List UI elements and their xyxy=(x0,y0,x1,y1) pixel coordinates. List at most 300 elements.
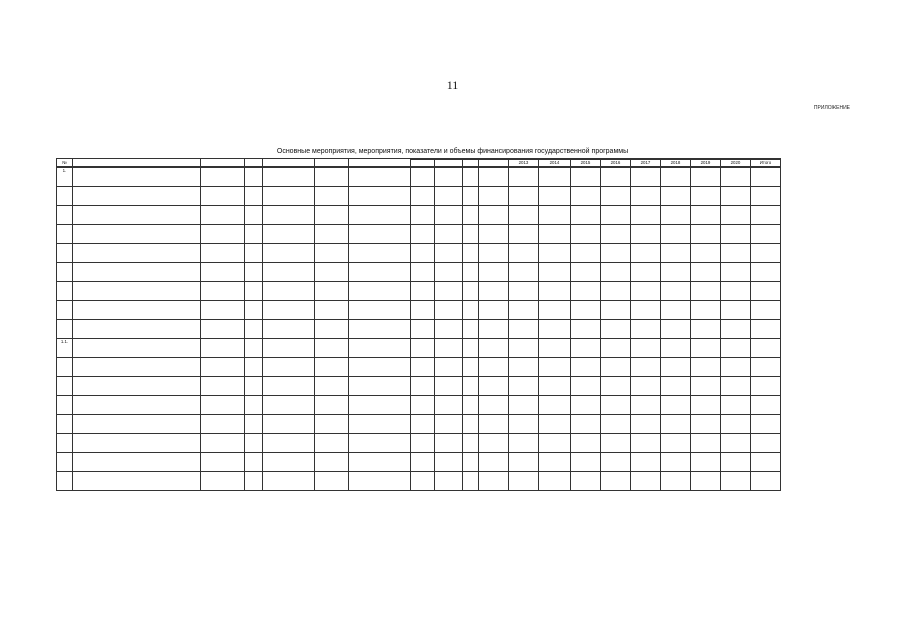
table-row xyxy=(57,339,781,358)
cell-value xyxy=(539,282,571,301)
cell-value xyxy=(751,415,781,434)
cell-value xyxy=(601,282,631,301)
cell-value xyxy=(509,301,539,320)
cell-method xyxy=(263,415,315,434)
cell-value xyxy=(571,396,601,415)
cell-unit xyxy=(201,244,245,263)
cell-name xyxy=(73,168,201,187)
header-coef xyxy=(245,159,263,167)
cell-value xyxy=(539,206,571,225)
cell-value xyxy=(631,339,661,358)
cell-value xyxy=(539,415,571,434)
cell-value xyxy=(721,434,751,453)
cell-value xyxy=(539,358,571,377)
cell-value xyxy=(691,434,721,453)
table-row xyxy=(57,453,781,472)
cell-coef xyxy=(245,472,263,491)
cell-executor xyxy=(349,187,411,206)
cell-value xyxy=(509,225,539,244)
cell-name xyxy=(73,377,201,396)
cell-value-spacer xyxy=(479,320,509,339)
cell-value xyxy=(539,377,571,396)
cell-k1 xyxy=(411,320,435,339)
cell-no xyxy=(57,434,73,453)
cell-executor xyxy=(349,396,411,415)
cell-coef xyxy=(245,453,263,472)
cell-value-spacer xyxy=(479,206,509,225)
cell-value xyxy=(571,434,601,453)
cell-k2 xyxy=(435,206,463,225)
cell-unit xyxy=(201,282,245,301)
cell-unit xyxy=(201,453,245,472)
cell-value-spacer xyxy=(479,282,509,301)
cell-value xyxy=(509,244,539,263)
cell-value xyxy=(631,396,661,415)
cell-value xyxy=(661,339,691,358)
cell-value xyxy=(539,301,571,320)
cell-executor xyxy=(349,168,411,187)
cell-value xyxy=(751,396,781,415)
cell-value-spacer xyxy=(479,168,509,187)
cell-no xyxy=(57,358,73,377)
cell-no xyxy=(57,472,73,491)
cell-term xyxy=(315,396,349,415)
cell-name xyxy=(73,263,201,282)
cell-value xyxy=(539,396,571,415)
header-year: 2020 xyxy=(721,160,751,167)
cell-value xyxy=(571,415,601,434)
cell-term xyxy=(315,339,349,358)
cell-k2 xyxy=(435,263,463,282)
cell-value-spacer xyxy=(479,377,509,396)
cell-value xyxy=(721,358,751,377)
cell-value xyxy=(631,225,661,244)
cell-value xyxy=(721,206,751,225)
cell-value xyxy=(751,168,781,187)
cell-value xyxy=(691,472,721,491)
cell-no xyxy=(57,301,73,320)
cell-unit xyxy=(201,339,245,358)
cell-k2 xyxy=(435,453,463,472)
cell-value xyxy=(691,206,721,225)
cell-value xyxy=(539,339,571,358)
table-row xyxy=(57,377,781,396)
cell-k3 xyxy=(463,434,479,453)
cell-value xyxy=(691,301,721,320)
cell-value xyxy=(751,301,781,320)
table-row xyxy=(57,168,781,187)
cell-coef xyxy=(245,263,263,282)
cell-term xyxy=(315,358,349,377)
cell-unit xyxy=(201,168,245,187)
cell-name xyxy=(73,206,201,225)
cell-value xyxy=(721,377,751,396)
cell-value xyxy=(721,244,751,263)
header-method xyxy=(263,159,315,167)
table-row xyxy=(57,301,781,320)
cell-term xyxy=(315,282,349,301)
cell-value xyxy=(751,244,781,263)
cell-coef xyxy=(245,358,263,377)
cell-k2 xyxy=(435,282,463,301)
cell-k1 xyxy=(411,225,435,244)
cell-k1 xyxy=(411,415,435,434)
cell-coef xyxy=(245,168,263,187)
cell-executor xyxy=(349,320,411,339)
cell-method xyxy=(263,472,315,491)
header-code xyxy=(435,160,463,167)
cell-value xyxy=(721,225,751,244)
cell-executor xyxy=(349,377,411,396)
cell-name xyxy=(73,415,201,434)
cell-method xyxy=(263,377,315,396)
cell-term xyxy=(315,301,349,320)
cell-term xyxy=(315,225,349,244)
cell-value xyxy=(571,187,601,206)
cell-method xyxy=(263,453,315,472)
cell-value xyxy=(751,187,781,206)
cell-value xyxy=(509,282,539,301)
cell-executor xyxy=(349,453,411,472)
cell-value xyxy=(601,168,631,187)
cell-value xyxy=(721,415,751,434)
cell-value xyxy=(601,206,631,225)
cell-value xyxy=(751,282,781,301)
cell-value xyxy=(601,225,631,244)
cell-k3 xyxy=(463,225,479,244)
cell-value xyxy=(571,282,601,301)
cell-value-spacer xyxy=(479,396,509,415)
cell-k3 xyxy=(463,168,479,187)
cell-k1 xyxy=(411,396,435,415)
table-title: Основные мероприятия, мероприятия, показатели и объемы финансирования государственной программы xyxy=(276,148,629,155)
cell-value-spacer xyxy=(479,472,509,491)
table-row xyxy=(57,434,781,453)
cell-value xyxy=(661,434,691,453)
cell-k1 xyxy=(411,377,435,396)
cell-method xyxy=(263,301,315,320)
cell-method xyxy=(263,187,315,206)
cell-k3 xyxy=(463,187,479,206)
table-row xyxy=(57,206,781,225)
header-year: 2013 xyxy=(509,160,539,167)
cell-no: 1. xyxy=(57,168,73,187)
cell-value xyxy=(691,358,721,377)
cell-value xyxy=(601,320,631,339)
cell-value xyxy=(751,434,781,453)
cell-method xyxy=(263,244,315,263)
cell-value xyxy=(631,320,661,339)
cell-value xyxy=(539,434,571,453)
cell-value xyxy=(601,434,631,453)
cell-value xyxy=(601,415,631,434)
cell-value xyxy=(721,168,751,187)
cell-k3 xyxy=(463,377,479,396)
cell-unit xyxy=(201,377,245,396)
cell-value xyxy=(631,415,661,434)
cell-value xyxy=(661,453,691,472)
cell-value xyxy=(661,206,691,225)
cell-value xyxy=(751,453,781,472)
cell-executor xyxy=(349,434,411,453)
cell-k3 xyxy=(463,301,479,320)
cell-value xyxy=(661,263,691,282)
cell-value-spacer xyxy=(479,358,509,377)
cell-value xyxy=(721,472,751,491)
cell-value xyxy=(571,244,601,263)
cell-k2 xyxy=(435,301,463,320)
cell-value xyxy=(691,415,721,434)
cell-no xyxy=(57,396,73,415)
cell-value xyxy=(509,415,539,434)
cell-value xyxy=(539,244,571,263)
cell-name xyxy=(73,453,201,472)
cell-value xyxy=(661,187,691,206)
cell-value xyxy=(601,358,631,377)
cell-value-spacer xyxy=(479,301,509,320)
cell-no xyxy=(57,263,73,282)
header-year: 2015 xyxy=(571,160,601,167)
cell-k3 xyxy=(463,396,479,415)
cell-value xyxy=(691,244,721,263)
cell-k2 xyxy=(435,434,463,453)
cell-coef xyxy=(245,377,263,396)
cell-no xyxy=(57,377,73,396)
cell-value xyxy=(661,225,691,244)
cell-value xyxy=(571,472,601,491)
cell-k2 xyxy=(435,358,463,377)
cell-value xyxy=(631,168,661,187)
cell-coef xyxy=(245,339,263,358)
cell-value xyxy=(539,320,571,339)
cell-value xyxy=(721,320,751,339)
cell-k3 xyxy=(463,453,479,472)
cell-executor xyxy=(349,301,411,320)
cell-method xyxy=(263,396,315,415)
cell-value xyxy=(509,206,539,225)
cell-value xyxy=(691,320,721,339)
header-name xyxy=(73,159,201,167)
cell-value xyxy=(631,472,661,491)
appendix-heading: ПРИЛОЖЕНИЕ xyxy=(813,105,850,111)
cell-value xyxy=(661,244,691,263)
cell-value xyxy=(539,225,571,244)
cell-value xyxy=(631,244,661,263)
cell-k1 xyxy=(411,358,435,377)
cell-coef xyxy=(245,187,263,206)
cell-value xyxy=(509,320,539,339)
cell-k3 xyxy=(463,320,479,339)
cell-value xyxy=(571,168,601,187)
cell-value xyxy=(509,187,539,206)
table-row xyxy=(57,358,781,377)
cell-name xyxy=(73,187,201,206)
cell-value xyxy=(601,377,631,396)
cell-term xyxy=(315,434,349,453)
cell-value xyxy=(751,358,781,377)
cell-k1 xyxy=(411,472,435,491)
cell-k1 xyxy=(411,187,435,206)
page-number: 11 xyxy=(446,78,459,92)
cell-value-spacer xyxy=(479,415,509,434)
header-executor xyxy=(349,159,411,167)
cell-k1 xyxy=(411,339,435,358)
cell-k1 xyxy=(411,244,435,263)
cell-value xyxy=(631,453,661,472)
cell-k2 xyxy=(435,472,463,491)
cell-value xyxy=(691,377,721,396)
cell-executor xyxy=(349,358,411,377)
cell-value xyxy=(721,339,751,358)
cell-value xyxy=(631,206,661,225)
header-year: 2017 xyxy=(631,160,661,167)
cell-value xyxy=(509,263,539,282)
cell-k1 xyxy=(411,434,435,453)
cell-name xyxy=(73,472,201,491)
cell-value xyxy=(601,301,631,320)
cell-method xyxy=(263,320,315,339)
cell-name xyxy=(73,358,201,377)
cell-executor xyxy=(349,263,411,282)
cell-method xyxy=(263,206,315,225)
cell-value xyxy=(661,415,691,434)
cell-value xyxy=(751,472,781,491)
cell-value xyxy=(751,320,781,339)
cell-unit xyxy=(201,206,245,225)
cell-value xyxy=(661,320,691,339)
header-year: 2019 xyxy=(691,160,721,167)
cell-value xyxy=(721,282,751,301)
table-row xyxy=(57,225,781,244)
cell-value xyxy=(631,282,661,301)
cell-method xyxy=(263,225,315,244)
cell-value xyxy=(509,396,539,415)
cell-value xyxy=(539,263,571,282)
cell-value xyxy=(631,358,661,377)
table-row xyxy=(57,320,781,339)
cell-name xyxy=(73,244,201,263)
cell-value xyxy=(571,377,601,396)
cell-value-spacer xyxy=(479,225,509,244)
header-no: № xyxy=(57,159,73,167)
cell-value-spacer xyxy=(479,453,509,472)
cell-k3 xyxy=(463,244,479,263)
cell-k1 xyxy=(411,168,435,187)
cell-value xyxy=(691,282,721,301)
cell-value-spacer xyxy=(479,263,509,282)
cell-value xyxy=(661,396,691,415)
cell-no xyxy=(57,453,73,472)
cell-name xyxy=(73,339,201,358)
cell-value xyxy=(631,187,661,206)
cell-value xyxy=(571,206,601,225)
cell-value xyxy=(661,282,691,301)
cell-unit xyxy=(201,472,245,491)
cell-k3 xyxy=(463,282,479,301)
cell-value xyxy=(571,225,601,244)
cell-value xyxy=(571,301,601,320)
cell-value xyxy=(539,187,571,206)
cell-k3 xyxy=(463,339,479,358)
cell-value xyxy=(661,168,691,187)
cell-value xyxy=(751,206,781,225)
table-row xyxy=(57,282,781,301)
cell-no xyxy=(57,187,73,206)
cell-value xyxy=(509,453,539,472)
cell-term xyxy=(315,377,349,396)
cell-value xyxy=(601,244,631,263)
cell-value xyxy=(721,187,751,206)
cell-k3 xyxy=(463,415,479,434)
cell-value xyxy=(509,358,539,377)
cell-executor xyxy=(349,244,411,263)
cell-term xyxy=(315,168,349,187)
cell-k1 xyxy=(411,453,435,472)
cell-k1 xyxy=(411,301,435,320)
cell-unit xyxy=(201,396,245,415)
cell-name xyxy=(73,282,201,301)
cell-value xyxy=(691,453,721,472)
cell-value xyxy=(571,263,601,282)
cell-unit xyxy=(201,415,245,434)
header-year: Итого xyxy=(751,160,781,167)
cell-value xyxy=(631,263,661,282)
cell-term xyxy=(315,453,349,472)
cell-coef xyxy=(245,282,263,301)
cell-value xyxy=(751,263,781,282)
cell-k3 xyxy=(463,472,479,491)
cell-value xyxy=(509,472,539,491)
cell-value xyxy=(509,339,539,358)
cell-k1 xyxy=(411,282,435,301)
program-table xyxy=(56,158,781,491)
cell-value xyxy=(601,472,631,491)
cell-value-spacer xyxy=(479,434,509,453)
cell-value xyxy=(571,320,601,339)
cell-no xyxy=(57,282,73,301)
table-row xyxy=(57,472,781,491)
table-row xyxy=(57,244,781,263)
cell-value xyxy=(751,377,781,396)
cell-unit xyxy=(201,434,245,453)
cell-coef xyxy=(245,301,263,320)
cell-method xyxy=(263,263,315,282)
table-row xyxy=(57,396,781,415)
cell-unit xyxy=(201,263,245,282)
cell-value xyxy=(571,453,601,472)
table-row xyxy=(57,415,781,434)
cell-term xyxy=(315,244,349,263)
cell-k2 xyxy=(435,225,463,244)
cell-value xyxy=(691,263,721,282)
cell-no: 1.1. xyxy=(57,339,73,358)
cell-value xyxy=(691,187,721,206)
cell-executor xyxy=(349,225,411,244)
cell-coef xyxy=(245,206,263,225)
cell-value-spacer xyxy=(479,339,509,358)
cell-value xyxy=(601,453,631,472)
cell-k2 xyxy=(435,320,463,339)
cell-k3 xyxy=(463,358,479,377)
cell-value xyxy=(721,263,751,282)
cell-k2 xyxy=(435,168,463,187)
cell-value xyxy=(751,225,781,244)
cell-value xyxy=(631,434,661,453)
cell-unit xyxy=(201,187,245,206)
cell-k2 xyxy=(435,377,463,396)
cell-k2 xyxy=(435,396,463,415)
cell-k2 xyxy=(435,415,463,434)
